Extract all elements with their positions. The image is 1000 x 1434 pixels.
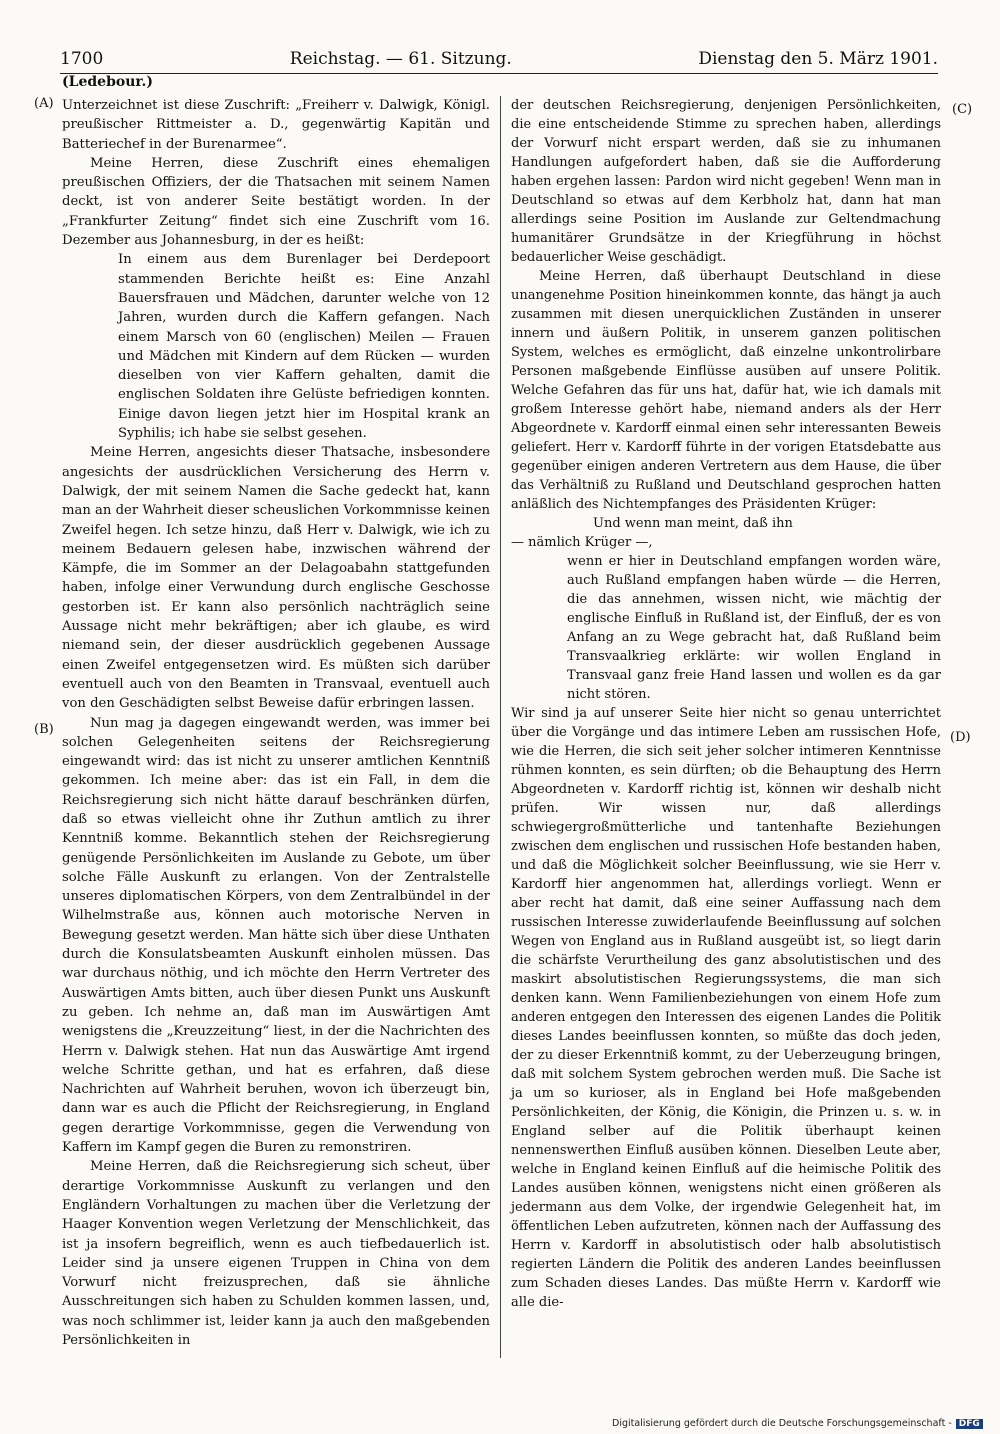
digitization-footer: [612, 1418, 983, 1429]
paragraph: Meine Herren, diese Zuschrift eines ehemaligen preußischen Offiziers, der die Thatsachen mit seinem Namen deckt, ist von anderer Seite bestätigt worden. In der „Frankfurter Zeitung“ findet sich eine Zuschrift vom 16. Dezember aus Johannesburg, in der es heißt:: [62, 155, 490, 249]
running-title: Reichstag. — 61. Sitzung.: [289, 49, 512, 69]
margin-label-b: (B): [34, 722, 54, 737]
footer-text: Digitalisierung gefördert durch die Deutsche Forschungsgemeinschaft -: [612, 1418, 952, 1429]
speaker-name: (Ledebour.): [62, 74, 153, 90]
column-divider: [500, 96, 501, 1358]
margin-label-d: (D): [950, 730, 971, 745]
right-column: [511, 96, 941, 1312]
quote-intro: Und wenn man meint, daß ihn: [593, 516, 793, 531]
margin-label-c: (C): [952, 102, 973, 117]
paragraph: Meine Herren, angesichts dieser Thatsache, insbesondere angesichts der ausdrücklichen Versicherung des Herrn v. Dalwigk, der mit seinem Namen die Sache gedeckt hat, kann man an der Wahrheit dieser scheuslichen Vorkommnisse keinen Zweifel hegen. Ich setze hinzu, daß Herr v. Dalwigk, wie ich zu meinem Bedauern gelesen habe, inzwischen während der Kämpfe, die im Sommer an der Delagoabahn stattgefunden haben, infolge einer Verwundung durch englische Geschosse gestorben ist. Er kann also persönlich nachträglich seine Aussage nicht mehr bekräftigen; aber ich glaube, es wird niemand sein, der dieser ausdrücklich gegebenen Aussage einen Zweifel entgegensetzen wird. Es müßten sich darüber eventuell auch von den Beamten in Transvaal, eventuell auch von den Geschädigten selbst Beweise dafür erbringen lassen.: [62, 445, 491, 712]
quote-interjection: — nämlich Krüger —,: [511, 535, 653, 550]
paragraph: Nun mag ja dagegen eingewandt werden, was immer bei solchen Gelegenheiten seitens der Reichsregierung eingewandt wird: das ist nicht zu unserer amtlichen Kenntniß gekommen. Ich meine aber: das ist ein Fall, in dem die Reichsregierung sich nicht hätte darauf beschränken dürfen, daß so etwas vielleicht ohne ihr Zuthun amtlich zu ihrer Kenntniß komme. Bekanntlich stehen der Reichsregierung genügende Persönlichkeiten im Auslande zu Gebote, um über solche Fälle Auskunft zu erlangen. Von der Zentralstelle unseres diplomatischen Körpers, von dem Zentralbündel in der Wilhelmstraße aus, können auch motorische Nerven in Bewegung gesetzt werden. Man hätte sich über diese Unthaten durch die Konsulatsbeamten Auskunft einholen müssen. Das war durchaus nöthig, und ich möchte den Herrn Vertreter des Auswärtigen Amts bitten, auch über diesen Punkt uns Auskunft zu geben. Ich nehme an, daß man im Auswärtigen Amt wenigstens die „Kreuzzeitung“ liest, in der die Nachrichten des Herrn v. Dalwigk stehen. Hat nun das Auswärtige Amt irgend welche Schritte gethan, und hat es erfahren, daß diese Nachrichten auf Wahrheit beruhen, wovon ich überzeugt bin, dann war es auch die Pflicht der Reichsregierung, in England gegen derartige Vorkommnisse, gegen die Verwendung von Kaffern im Kampf gegen die Buren zu remonstriren.: [62, 715, 490, 1156]
session-date: Dienstag den 5. März 1901.: [698, 49, 938, 69]
margin-label-a: (A): [34, 96, 54, 111]
block-quote: In einem aus dem Burenlager bei Derdepoort stammenden Berichte heißt es: Eine Anzahl Bauersfrauen und Mädchen, darunter welche von 12 Jahren, wurden durch die Kaffern gefangen. Nach einem Marsch von 60 (englischen) Meilen — Frauen und Mädchen mit Kindern auf dem Rücken — wurden dieselben von vier Kaffern gehalten, damit die englischen Soldaten ihre Gelüste befriedigen konnten. Einige davon liegen jetzt hier im Hospital krank an Syphilis; ich habe sie selbst gesehen.: [118, 252, 490, 442]
paragraph: der deutschen Reichsregierung, denjenigen Persönlichkeiten, die eine entscheidende Stimme zu sprechen haben, allerdings der Vorwurf nicht erspart werden, daß sie zu inhumanen Handlungen aufgefordert haben, daß sie die Aufforderung haben ergehen lassen: Pardon wird nicht gegeben! Wenn man in Deutschland so etwas auf dem Kerbholz hat, dann hat man allerdings seine Position im Auslande zur Geltendmachung humanitärer Grundsätze in der Kriegführung in höchst bedauerlicher Weise geschädigt.: [511, 98, 941, 265]
paragraph: Meine Herren, daß die Reichsregierung sich scheut, über derartige Vorkommnisse Auskunft zu verlangen und den Engländern Vorhaltungen zu machen über die Verletzung der Haager Konvention wegen Verletzung der Menschlichkeit, das ist ja insofern begreiflich, wenn es auch tiefbedauerlich ist. Leider sind ja unsere eigenen Truppen in China von dem Vorwurf nicht freizusprechen, daß sie ähnliche Ausschreitungen sich haben zu Schulden kommen lassen, und, was noch schlimmer ist, leider kann ja auch den maßgebenden Persönlichkeiten in: [62, 1159, 490, 1348]
page-header: [60, 48, 938, 74]
left-column: [62, 96, 490, 1350]
paragraph: Unterzeichnet ist diese Zuschrift: „Freiherr v. Dalwigk, Königl. preußischer Rittmeister a. D., gegenwärtig Kapitän und Batteriechef in der Burenarmee“.: [62, 98, 490, 152]
page-number: 1700: [60, 49, 104, 69]
block-quote: wenn er hier in Deutschland empfangen worden wäre, auch Rußland empfangen haben würde — die Herren, die das annehmen, wissen nicht, wie mächtig der englische Einfluß in Rußland ist, der Einfluß, der es von Anfang an zu Wege gebracht hat, daß Rußland beim Transvaalkrieg erklärte: wir wollen England in Transvaal ganz freie Hand lassen und wollen es da gar nicht stören.: [567, 554, 941, 702]
paragraph: Wir sind ja auf unserer Seite hier nicht so genau unterrichtet über die Vorgänge und das intimere Leben am russischen Hofe, wie die Herren, die sich seit jeher solcher intimeren Kenntnisse rühmen konnten, es sein dürften; ob die Behauptung des Herrn Abgeordneten v. Kardorff richtig ist, können wir deshalb nicht prüfen. Wir wissen nur, daß allerdings schwiegergroßmütterliche und tantenhafte Beziehungen zwischen dem englischen und russischen Hofe bestanden haben, und daß die Möglichkeit solcher Beeinflussung, wie sie Herr v. Kardorff hier angenommen hat, allerdings vorliegt. Wenn er aber recht hat damit, daß eine seiner Auffassung nach dem russischen Interesse zuwiderlaufende Beeinflussung auf solchen Wegen von England aus in Rußland ausgeübt ist, so liegt darin die schärfste Verurtheilung des ganz absolutistischen und des maskirt absolutistischen Regierungssystems, die man sich denken kann. Wenn Familienbeziehungen von einem Hofe zum anderen entgegen den Interessen des eigenen Landes die Politik dieses Landes beeinflussen konnten, so müßte das doch jeden, der zu dieser Erkenntniß kommt, zu der Ueberzeugung bringen, daß mit solchem System gebrochen werden muß. Die Sache ist ja um so kurioser, als in England bei Hofe maßgebenden Persönlichkeiten, der König, die Königin, die Prinzen u. s. w. in England selber auf die Politik überhaupt keinen nennenswerthen Einfluß ausüben können. Dieselben Leute aber, welche in England keinen Einfluß auf die heimische Politik des Landes ausüben können, wenigstens nicht einen größeren als jedermann aus dem Volke, der irgendwie Gelegenheit hat, im öffentlichen Leben aufzutreten, können nach der Auffassung des Herrn v. Kardorff in absolutistisch oder halb absolutistisch regierten Ländern die Politik des anderen Landes beeinflussen zum Schaden dieses Landes. Das müßte Herrn v. Kardorff wie alle die-: [511, 706, 941, 1310]
dfg-logo: DFG: [956, 1419, 983, 1429]
paragraph: Meine Herren, daß überhaupt Deutschland in diese unangenehme Position hineinkommen konnte, das hängt ja auch zusammen mit diesen unerquicklichen Zuständen in unserer innern und äußern Politik, in unserem ganzen politischen System, welches es ermöglicht, daß einzelne unkontrolirbare Personen maßgebende Einflüsse ausüben auf unsere Politik. Welche Gefahren das für uns hat, dafür hat, wie ich damals mit großem Interesse gehört habe, niemand anders als der Herr Abgeordnete v. Kardorff einmal einen sehr interessanten Beweis geliefert. Herr v. Kardorff führte in der vorigen Etatsdebatte aus gegenüber einigen anderen Vertretern aus dem Hause, die über das Verhältniß zu Rußland und Deutschland gesprochen hatten anläßlich des Nichtempfanges des Präsidenten Krüger:: [511, 269, 941, 512]
